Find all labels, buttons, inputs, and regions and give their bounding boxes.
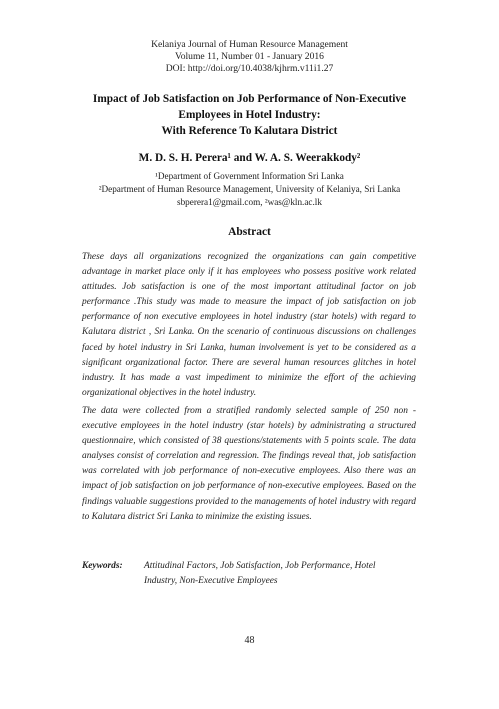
affiliation-2: ²Department of Human Resource Management, University of Kelaniya, Sri Lanka: [98, 183, 401, 194]
keywords-line-1: Attitudinal Factors, Job Satisfaction, Job Performance, Hotel: [144, 561, 376, 571]
author-emails: sbperera1@gmail.com, ²was@kln.ac.lk: [177, 196, 322, 207]
title-line-1: Impact of Job Satisfaction on Job Performance of Non-Executive: [92, 93, 407, 105]
abstract-heading: Abstract: [228, 226, 271, 238]
abstract-body: [82, 250, 416, 525]
journal-name: Kelaniya Journal of Human Resource Management: [151, 39, 348, 50]
journal-header: [0, 39, 499, 76]
abstract-paragraph-2: The data were collected from a stratified randomly selected sample of 250 non -executive employees in the hotel industry (star hotels) by administrating a structured questionnaire, which consisted of 38 questions/statements with 5 points scale. The data analyses consist of correlation and regression. The findings reveal that, job satisfaction was correlated with job performance of non-executive employees. Also there was an impact of job satisfaction on job performance of non-executive employees. Based on the findings valuable suggestions provided to the managements of hotel industry with regard to Kalutara district Sri Lanka to minimize the existing issues.: [82, 405, 416, 522]
affiliations: [0, 170, 499, 208]
abstract-paragraph-1: These days all organizations recognized the organizations can gain competitive advantage in market place only if it has employees who possess positive work related attitudes. Job satisfaction is one of the most important attitudinal factor on job performance .This study was made to measure the impact of job satisfaction on job performance of non executive employees in hotel industry (star hotels) with regard to Kalutara district , Sri Lanka. On the scenario of continuous discussions on challenges faced by hotel industry in Sri Lanka, human involvement is yet to be considered as a significant organizational factor. There are several human resources glitches in hotel industry. It has made a vast impediment to minimize the effort of the achieving organizational objectives in the hotel industry.: [82, 252, 416, 398]
author-list: M. D. S. H. Perera¹ and W. A. S. Weerakkody²: [138, 152, 361, 164]
keywords-label: Keywords:: [82, 561, 123, 571]
title-line-3: With Reference To Kalutara District: [161, 125, 338, 138]
journal-doi: DOI: http://doi.org/10.4038/kjhrm.v11i1.27: [165, 63, 334, 75]
page-number: 48: [244, 635, 255, 646]
keywords-line-2: Industry, Non-Executive Employees: [144, 576, 278, 587]
title-line-2: Employees in Hotel Industry:: [178, 109, 321, 122]
keywords: [82, 559, 416, 589]
paper-title: [40, 91, 459, 140]
journal-volume: Volume 11, Number 01 - January 2016: [175, 51, 324, 63]
affiliation-1: ¹Department of Government Information Sri Lanka: [155, 171, 344, 181]
